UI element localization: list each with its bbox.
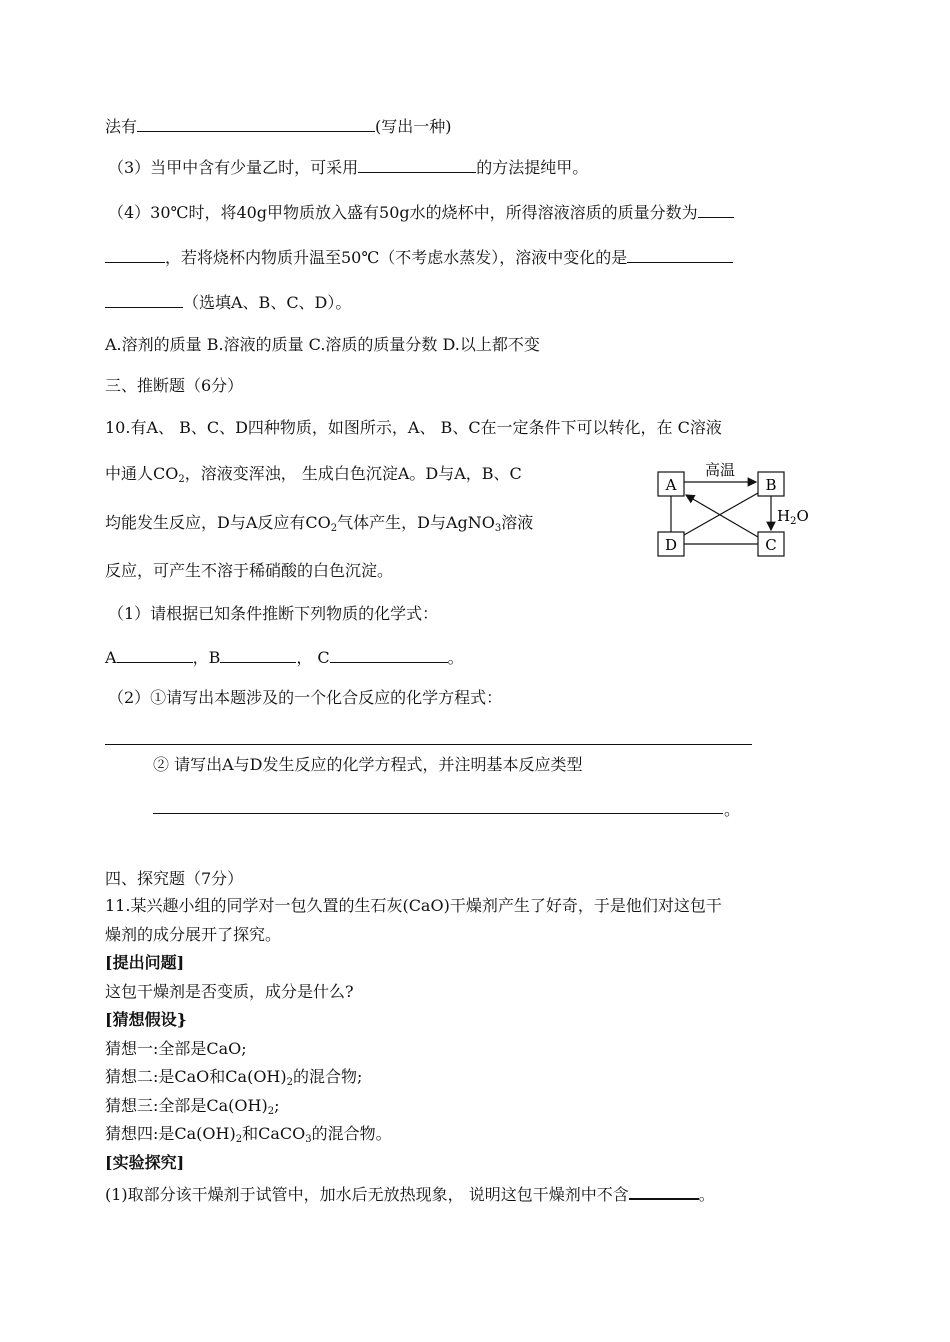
hypo4-a: 猜想四:是Ca(OH) (105, 1124, 236, 1143)
q10-line2-a: 中通人CO (105, 464, 179, 483)
answer-c-blank[interactable] (330, 648, 448, 663)
box-a-label: A (665, 476, 677, 494)
q10-line2-sub: 2 (178, 474, 185, 485)
hypo3-sub: 2 (267, 1106, 275, 1117)
water-h: H (777, 507, 791, 525)
heading-hypothesis: [猜想假设} (105, 1010, 187, 1029)
experiment-1-text: (1)取部分该干燥剂于试管中，加水后无放热现象， 说明这包干燥剂中不含 (105, 1185, 629, 1204)
hypo4-c: 的混合物。 (311, 1124, 392, 1143)
heading-question: [提出问题] (105, 953, 185, 972)
item-4-blank-a[interactable] (698, 203, 734, 218)
answer-b-blank[interactable] (220, 648, 296, 663)
answer-line-1[interactable] (105, 744, 752, 745)
q10-line4: 反应，可产生不溶于稀硝酸的白色沉淀。 (105, 561, 394, 580)
section-3-title: 三、推断题（6分） (105, 376, 244, 395)
reaction-diagram (650, 455, 820, 570)
hypothesis-2 (105, 1069, 362, 1088)
method-prefix: 法有 (105, 117, 138, 136)
answer-line-2[interactable] (153, 813, 723, 814)
q10-line2 (105, 466, 522, 485)
q10-sub1: （1）请根据已知条件推断下列物质的化学式： (108, 604, 439, 623)
item-3-suffix: 的方法提纯甲。 (476, 158, 589, 177)
item-4-blank-d[interactable] (105, 293, 183, 308)
hypo2-b: 的混合物; (293, 1067, 363, 1086)
q10-line3-c: 溶液 (501, 513, 534, 532)
item-4-end-text: （选填A、B、C、D）。 (183, 293, 352, 312)
hypo4-b: 和CaCO (242, 1124, 306, 1143)
hypothesis-1: 猜想一:全部是CaO; (105, 1039, 247, 1058)
q10-line1: 10.有A、 B、C、D四种物质，如图所示，A、 B、C在一定条件下可以转化，在 C溶液 (105, 418, 722, 437)
label-c: ， C (296, 648, 330, 667)
q10-line3 (105, 515, 533, 534)
water-sub: 2 (790, 516, 797, 527)
question-text: 这包干燥剂是否变质，成分是什么? (105, 982, 354, 1001)
q10-line3-sub: 2 (330, 523, 338, 534)
method-line (105, 117, 452, 135)
item-4-end (105, 293, 351, 311)
q10-answers (105, 648, 464, 666)
experiment-1-end: 。 (698, 1185, 715, 1204)
hypo3-b: ; (274, 1096, 280, 1115)
q10-sub2b: ② 请写出A与D发生反应的化学方程式，并注明基本反应类型 (153, 755, 583, 774)
q10-sub2: （2）①请写出本题涉及的一个化合反应的化学方程式： (108, 688, 503, 707)
item-4-cont (105, 248, 733, 266)
arrow-label-high-temp: 高温 (704, 461, 736, 479)
item-4-cont-text: ，若将烧杯内物质升温至50℃（不考虑水蒸发），溶液中变化的是 (165, 248, 628, 267)
arrow-c-to-a (686, 495, 758, 537)
hypo4-sub2: 3 (305, 1134, 312, 1145)
answer-line-2-end: 。 (724, 800, 741, 819)
hypothesis-4 (105, 1126, 392, 1145)
options-line: A.溶剂的质量 B.溶液的质量 C.溶质的质量分数 D.以上都不变 (105, 335, 540, 354)
item-4 (108, 203, 734, 221)
q11-line2: 燥剂的成分展开了探究。 (105, 925, 282, 944)
heading-experiment: [实验探究] (105, 1153, 185, 1172)
item-3 (108, 158, 588, 176)
hypo2-a: 猜想二:是CaO和Ca(OH) (105, 1067, 287, 1086)
line-d-b (684, 493, 758, 535)
box-c-label: C (765, 536, 777, 554)
method-suffix: (写出一种) (375, 117, 452, 136)
label-b: ，B (192, 648, 221, 667)
answer-a-blank[interactable] (117, 648, 193, 663)
reaction-diagram-svg (650, 455, 820, 570)
q10-line3-b: 气体产生，D与AgNO (337, 513, 495, 532)
q10-line3-sub2: 3 (494, 523, 502, 534)
box-d-label: D (664, 536, 678, 554)
experiment-1 (105, 1184, 715, 1203)
hypo4-sub: 2 (235, 1134, 243, 1145)
hypo3-a: 猜想三:全部是Ca(OH) (105, 1096, 268, 1115)
experiment-1-blank[interactable] (629, 1184, 699, 1200)
q10-line3-a: 均能发生反应，D与A反应有CO (105, 513, 331, 532)
q10-line2-b: ，溶液变浑浊， 生成白色沉淀A。D与A，B、C (184, 464, 522, 483)
item-4-blank-c[interactable] (627, 248, 733, 263)
item-4-text: （4）30℃时，将40g甲物质放入盛有50g水的烧杯中，所得溶液溶质的质量分数为 (108, 203, 698, 222)
method-blank[interactable] (137, 117, 375, 132)
item-4-blank-b[interactable] (105, 248, 165, 263)
q11-line1: 11.某兴趣小组的同学对一包久置的生石灰(CaO)干燥剂产生了好奇，于是他们对这包干 (105, 896, 722, 915)
answer-end-mark: 。 (447, 648, 464, 667)
hypo2-sub: 2 (286, 1077, 294, 1088)
hypothesis-3 (105, 1098, 280, 1117)
box-b-label: B (765, 476, 777, 494)
item-3-prefix: （3）当甲中含有少量乙时，可采用 (108, 158, 359, 177)
arrow-label-water (777, 507, 809, 527)
section-4-title: 四、探究题（7分） (105, 869, 244, 888)
item-3-blank[interactable] (358, 158, 476, 173)
label-a: A (105, 648, 117, 667)
water-o: O (796, 507, 809, 525)
